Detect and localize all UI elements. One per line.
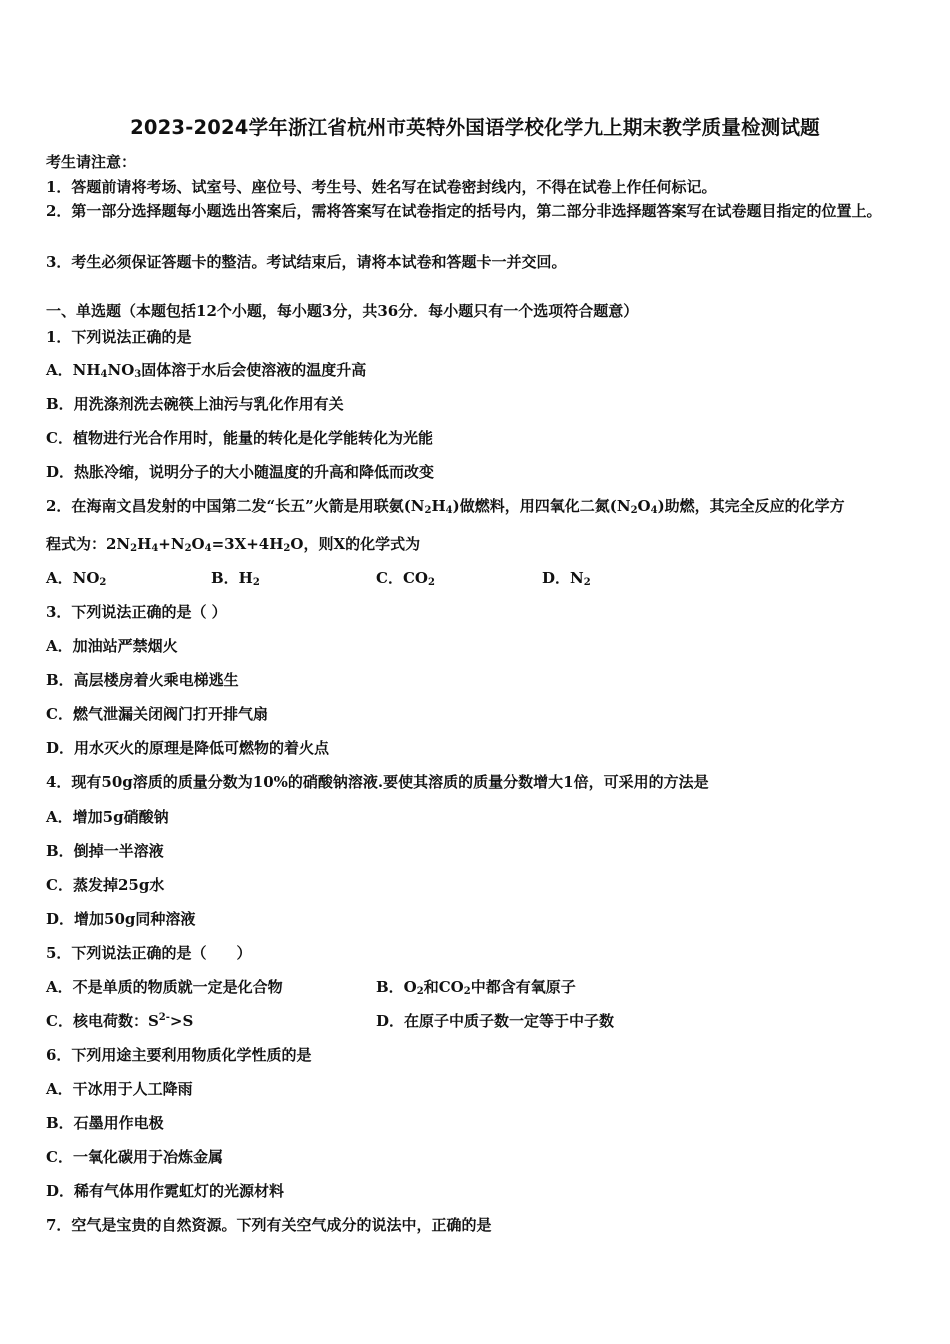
q6-option-b: B．石墨用作电极 [46, 1114, 164, 1132]
section-heading: 一、单选题（本题包括12个小题，每小题3分，共36分．每小题只有一个选项符合题意） [46, 302, 639, 320]
q6-option-c: C．一氧化碳用于冶炼金属 [46, 1148, 223, 1166]
notice-item-2: 2．第一部分选择题每小题选出答案后，需将答案写在试卷指定的括号内，第二部分非选择题答案写在试卷题目指定的位置上。 [46, 202, 882, 220]
q4-option-a: A．增加5g硝酸钠 [46, 808, 169, 826]
q1-option-b: B．用洗涤剂洗去碗筷上油污与乳化作用有关 [46, 395, 344, 413]
q1-option-d: D．热胀冷缩，说明分子的大小随温度的升高和降低而改变 [46, 463, 435, 481]
q4-option-b: B．倒掉一半溶液 [46, 842, 164, 860]
q2-option-a: A．$NO_2$ [46, 569, 107, 588]
notice-heading: 考生请注意： [46, 153, 137, 171]
notice-item-1: 1．答题前请将考场、试室号、座位号、考生号、姓名写在试卷密封线内，不得在试卷上作任何标记。 [46, 178, 717, 196]
q5-option-a: A．不是单质的物质就一定是化合物 [46, 978, 283, 996]
q4-option-d: D．增加50g同种溶液 [46, 910, 196, 928]
q3-stem: 3．下列说法正确的是（ ） [46, 603, 227, 621]
q2-option-b: B．$H_2$ [211, 569, 260, 588]
q3-option-c: C．燃气泄漏关闭阀门打开排气扇 [46, 705, 268, 723]
q7-stem: 7．空气是宝贵的自然资源。下列有关空气成分的说法中，正确的是 [46, 1216, 492, 1234]
notice-item-3: 3．考生必须保证答题卡的整洁。考试结束后，请将本试卷和答题卡一并交回。 [46, 253, 567, 271]
q2-option-d: D．$N_2$ [542, 569, 591, 588]
q3-option-b: B．高层楼房着火乘电梯逃生 [46, 671, 239, 689]
q5-stem: 5．下列说法正确的是（ ） [46, 944, 252, 962]
q1-option-c: C．植物进行光合作用时，能量的转化是化学能转化为光能 [46, 429, 433, 447]
q2-stem-line-2: 程式为：$2N_2H_4+N_2O_4=3X+4H_2O$，则X的化学式为 [46, 535, 421, 554]
q2-stem-line-1: 2．在海南文昌发射的中国第二发“长五”火箭是用联氨$(N_2H_4)$做燃料，用四氧化二氮$(N_2O_4)$助燃，其完全反应的化学方 [46, 497, 845, 516]
q4-stem: 4．现有50g溶质的质量分数为10%的硝酸钠溶液.要使其溶质的质量分数增大1倍，可采用的方法是 [46, 773, 709, 791]
q6-stem: 6．下列用途主要利用物质化学性质的是 [46, 1046, 312, 1064]
q6-option-d: D．稀有气体用作霓虹灯的光源材料 [46, 1182, 285, 1200]
q5-option-d: D．在原子中质子数一定等于中子数 [376, 1012, 615, 1030]
q2-option-c: C．$CO_2$ [376, 569, 435, 588]
q1-stem: 1．下列说法正确的是 [46, 328, 192, 346]
q5-option-c: C．核电荷数：$S^{2-}>S$ [46, 1012, 194, 1030]
q5-option-b: B．$O_2$和$CO_2$中都含有氧原子 [376, 978, 576, 997]
q3-option-a: A．加油站严禁烟火 [46, 637, 178, 655]
q1-option-a: A．$NH_4NO_3$固体溶于水后会使溶液的温度升高 [46, 361, 367, 380]
page-title: 2023-2024学年浙江省杭州市英特外国语学校化学九上期末教学质量检测试题 [130, 116, 820, 139]
q6-option-a: A．干冰用于人工降雨 [46, 1080, 193, 1098]
q3-option-d: D．用水灭火的原理是降低可燃物的着火点 [46, 739, 330, 757]
q4-option-c: C．蒸发掉25g水 [46, 876, 165, 894]
